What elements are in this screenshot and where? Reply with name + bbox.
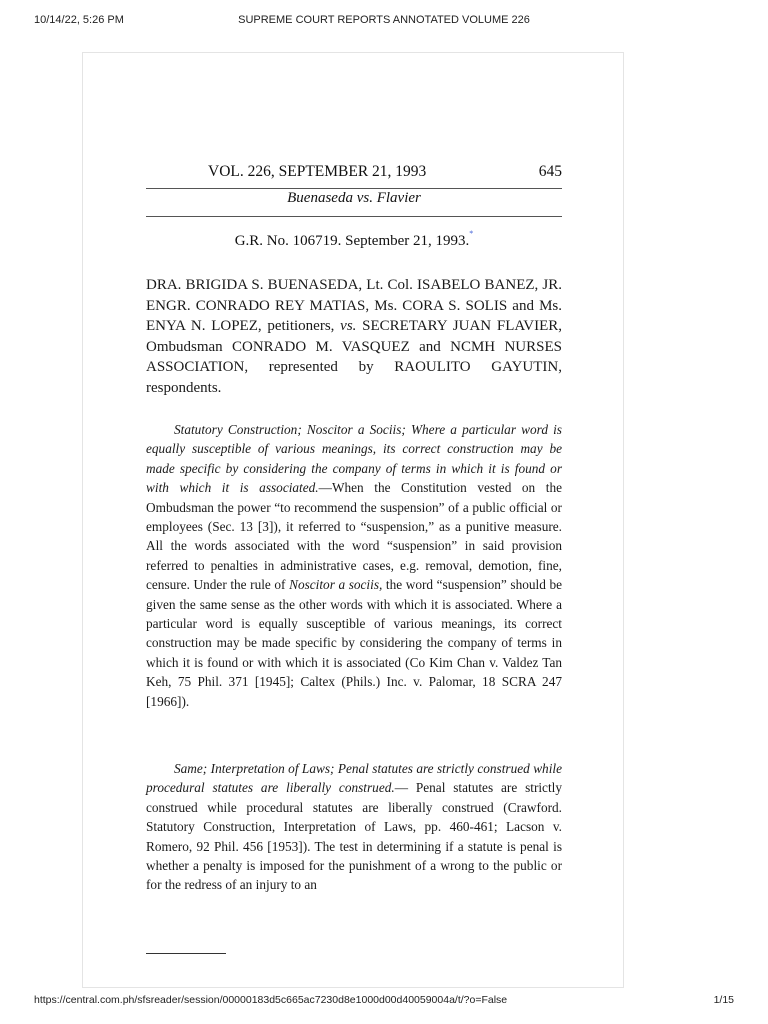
- syllabus-1-body-a: —When the Constitution vested on the Ombudsman the power “to recommend the suspension” of a public official or employees (Sec. 13 [3]), it referred to “suspension,” as a punitive measure. All the words associated with the word “suspension” in said provision referred to penalties in administrative cases, e.g. removal, demotion, fine, censure. Under the rule of: [146, 480, 563, 593]
- syllabus-1-italic: Noscitor a sociis,: [289, 577, 383, 593]
- print-title: SUPREME COURT REPORTS ANNOTATED VOLUME 226: [238, 14, 530, 26]
- syllabus-2-body: — Penal statutes are strictly construed while procedural statutes are liberally construed (Crawford. Statutory Construction, Interpretation of Laws, pp. 460-461; Lacson v. Romero, 92 Phil. 456 [1953]). The test in determining if a statute is penal is whether a penalty is imposed for the punishment of a wrong to the public or for the redress of an injury to an: [146, 780, 563, 893]
- case-short-title: Buenaseda vs. Flavier: [287, 190, 421, 206]
- header-rule-top: [146, 188, 562, 189]
- syllabus-paragraph-1: [146, 420, 562, 711]
- page-number: 645: [538, 163, 562, 180]
- gr-number-text: G.R. No. 106719. September 21, 1993.: [234, 233, 470, 249]
- footnote-marker-link[interactable]: *: [469, 229, 474, 238]
- syllabus-2-headnote: Same; Interpretation of Laws; Penal statutes are strictly construed while procedural statutes are liberally construed.: [146, 761, 562, 796]
- print-header: [34, 14, 734, 30]
- parties-block: [146, 275, 562, 398]
- print-url: https://central.com.ph/sfsreader/session/00000183d5c665ac7230d8e1000d00d40059004a/t/?o=False: [34, 994, 508, 1006]
- print-footer: [34, 994, 734, 1008]
- document-page: [82, 52, 624, 988]
- petitioners-text: DRA. BRIGIDA S. BUENASEDA, Lt. Col. ISABELO BANEZ, JR. ENGR. CONRADO REY MATIAS, Ms. CORA S. SOLIS and Ms. ENYA N. LOPEZ, petitioners,: [146, 277, 562, 334]
- running-head: [146, 163, 562, 185]
- volume-date: VOL. 226, SEPTEMBER 21, 1993: [208, 163, 427, 180]
- print-datetime: 10/14/22, 5:26 PM: [34, 14, 124, 26]
- header-rule-bottom: [146, 216, 562, 217]
- syllabus-paragraph-2: [146, 759, 562, 895]
- syllabus-1-body-b: the word “suspension” should be given the same sense as the other words with which it is associated. Where a particular word is equally susceptible of various meanings, its correct construction may be made specific by considering the company of terms in which it is found or with which it is associated (Co Kim Chan v. Valdez Tan Keh, 75 Phil. 371 [1945]; Caltex (Phils.) Inc. v. Palomar, 18 SCRA 247 [1966]).: [146, 577, 563, 709]
- syllabus-1-headnote: Statutory Construction; Noscitor a Sociis; Where a particular word is equally susceptible of various meanings, its correct construction may be made specific by considering the company of terms in which it is found or with which it is associated.: [146, 422, 562, 496]
- print-page-count: 1/15: [713, 994, 734, 1006]
- respondents-text: SECRETARY JUAN FLAVIER, Ombudsman CONRADO M. VASQUEZ and NCMH NURSES ASSOCIATION, represented by RAOULITO GAYUTIN, respondents.: [146, 318, 563, 396]
- footnote-rule: [146, 953, 226, 954]
- gr-number: [146, 229, 562, 250]
- versus-text: vs.: [340, 318, 357, 334]
